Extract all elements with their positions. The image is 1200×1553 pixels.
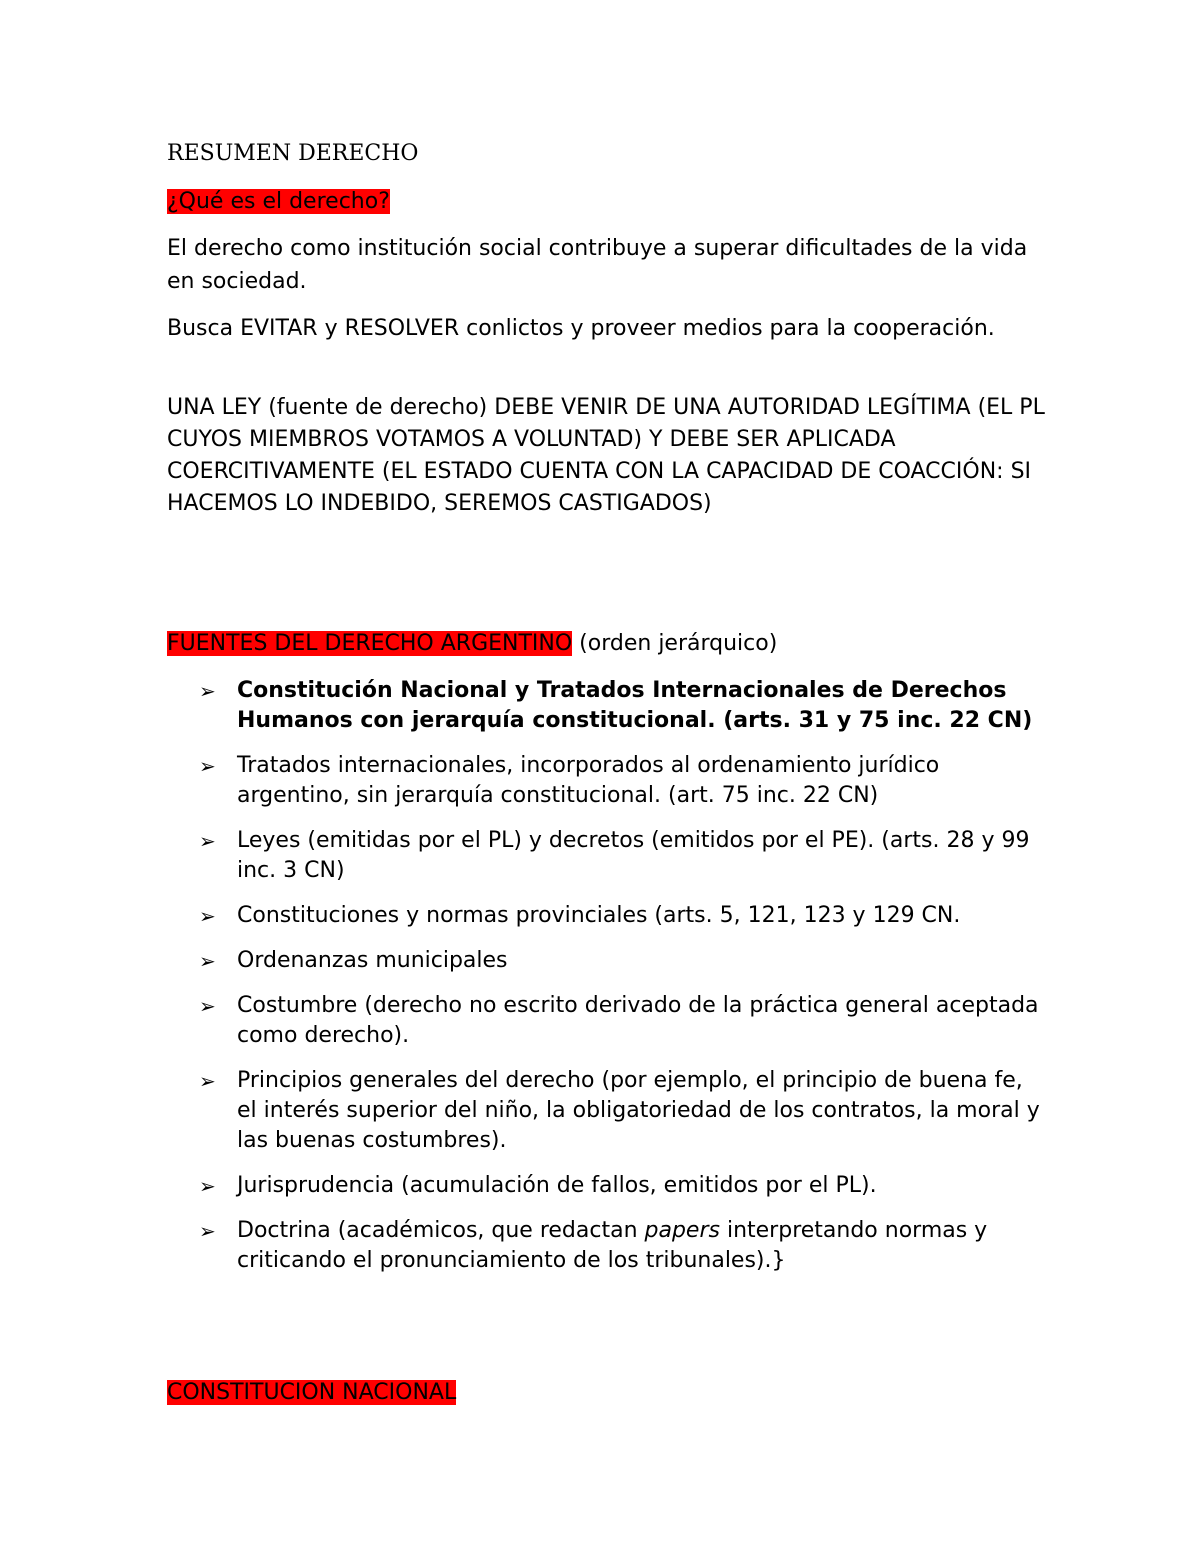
fuentes-list [167,676,1047,1291]
list-item-text: Tratados internacionales, incorporados al ordenamiento jurídico argentino, sin jerarquía constitucional. (art. 75 inc. 22 CN) [237,753,940,808]
highlighted-heading-text: ¿Qué es el derecho? [167,189,390,214]
highlighted-heading-text: CONSTITUCION NACIONAL [167,1380,457,1405]
list-item-text-italic: papers [644,1218,720,1243]
arrow-bullet-icon: ➢ [199,1069,216,1093]
list-item-text: Constituciones y normas provinciales (arts. 5, 121, 123 y 129 CN. [237,903,961,928]
document-title: RESUMEN DERECHO [167,141,419,166]
list-item [167,991,1047,1051]
list-item-text: Leyes (emitidas por el PL) y decretos (emitidos por el PE). (arts. 28 y 99 inc. 3 CN) [237,828,1030,883]
section-heading-fuentes [167,629,777,659]
arrow-bullet-icon: ➢ [199,949,216,973]
arrow-bullet-icon: ➢ [199,679,216,703]
arrow-bullet-icon: ➢ [199,904,216,928]
list-item-text-before: Doctrina (académicos, que redactan [237,1218,645,1243]
arrow-bullet-icon: ➢ [199,754,216,778]
list-item [167,1171,1047,1201]
section-heading-constitucion [167,1378,456,1408]
arrow-bullet-icon: ➢ [199,829,216,853]
list-item-text: Ordenanzas municipales [237,948,508,973]
arrow-bullet-icon: ➢ [199,1219,216,1243]
arrow-bullet-icon: ➢ [199,1174,216,1198]
paragraph-definicion: El derecho como institución social contribuye a superar dificultades de la vida en sociedad. [167,236,1028,294]
list-item-text: Constitución Nacional y Tratados Internacionales de Derechos Humanos con jerarquía constitucional. (arts. 31 y 75 inc. 22 CN) [237,678,1033,733]
list-item [167,901,1047,931]
arrow-bullet-icon: ➢ [199,994,216,1018]
list-item-text: Jurisprudencia (acumulación de fallos, emitidos por el PL). [237,1173,877,1198]
list-item [167,1066,1047,1156]
heading-suffix: (orden jerárquico) [572,631,778,656]
list-item [167,826,1047,886]
paragraph-ley: UNA LEY (fuente de derecho) DEBE VENIR DE UNA AUTORIDAD LEGÍTIMA (EL PL CUYOS MIEMBROS VOTAMOS A VOLUNTAD) Y DEBE SER APLICADA COERCITIVAMENTE (EL ESTADO CUENTA CON LA CAPACIDAD DE COACCIÓN: SI HACEMOS LO INDEBIDO, SEREMOS CASTIGADOS) [167,395,1045,516]
paragraph-objetivo: Busca EVITAR y RESOLVER conlictos y proveer medios para la cooperación. [167,316,995,341]
list-item [167,751,1047,811]
highlighted-heading-text: FUENTES DEL DERECHO ARGENTINO [167,631,573,656]
list-item-text-after: interpretando normas y criticando el pronunciamiento de los tribunales).} [237,1218,988,1273]
section-heading-que-es-derecho [167,187,390,217]
list-item-text: Principios generales del derecho (por ejemplo, el principio de buena fe, el interés superior del niño, la obligatoriedad de los contratos, la moral y las buenas costumbres). [237,1068,1040,1153]
list-item [167,1216,1047,1276]
list-item [167,946,1047,976]
list-item [167,676,1047,736]
list-item-text: Costumbre (derecho no escrito derivado de la práctica general aceptada como derecho). [237,993,1039,1048]
